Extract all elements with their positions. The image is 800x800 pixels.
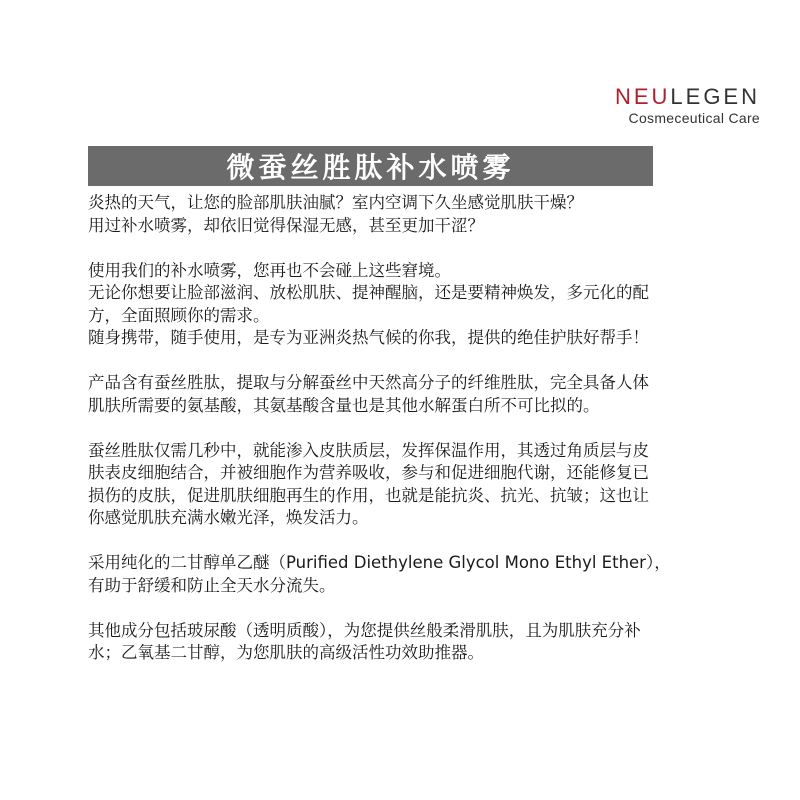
brand-name (615, 86, 760, 108)
paragraph (88, 260, 758, 350)
text-line: 你感觉肌肤充满水嫩光泽，焕发活力。 (88, 508, 369, 527)
text-line: 水；乙氧基二甘醇，为您肌肤的高级活性功效助推器。 (88, 643, 484, 662)
title-banner (88, 146, 653, 186)
text-line: 肤表皮细胞结合，并被细胞作为营养吸收，参与和促进细胞代谢，还能修复已 (88, 463, 649, 482)
brand-name-part1: NEU (614, 84, 671, 109)
brand-name-part2: LEGEN (670, 84, 760, 109)
brand-logo (615, 86, 760, 126)
text-line: 使用我们的补水喷雾，您再也不会碰上这些窘境。 (88, 260, 451, 280)
paragraph (88, 440, 758, 530)
text-line: 有助于舒缓和防止全天水分流失。 (88, 575, 336, 595)
brand-tagline: Cosmeceutical Care (628, 110, 760, 126)
text-line: 蚕丝胜肽仅需几秒中，就能渗入皮肤质层，发挥保温作用，其透过角质层与皮 (88, 440, 649, 460)
text-line: 采用纯化的二甘醇单乙醚（Purified Diethylene Glycol Mono Ethyl Ether）， (88, 553, 671, 572)
text-line: 无论你想要让脸部滋润、放松肌肤、提神醒脑，还是要精神焕发，多元化的配 (88, 283, 649, 302)
paragraph (88, 192, 758, 237)
text-line: 其他成分包括玻尿酸（透明质酸），为您提供丝般柔滑肌肤，且为肌肤充分补 (88, 620, 641, 640)
text-line: 损伤的皮肤，促进肌肤细胞再生的作用，也就是能抗炎、抗光、抗皱；这也让 (88, 485, 649, 505)
paragraph (88, 372, 758, 417)
page-title: 微蚕丝胜肽补水喷雾 (226, 151, 515, 184)
product-description (88, 192, 758, 687)
text-line: 随身携带，随手使用，是专为亚洲炎热气候的你我，提供的绝佳护肤好帮手！ (88, 328, 649, 347)
paragraph (88, 620, 758, 665)
paragraph (88, 552, 758, 597)
text-line: 用过补水喷雾，却依旧觉得保湿无感，甚至更加干涩？ (88, 215, 484, 235)
text-line: 产品含有蚕丝胜肽，提取与分解蚕丝中天然高分子的纤维胜肽，完全具备人体 (88, 373, 649, 392)
text-line: 方，全面照顾你的需求。 (88, 305, 270, 325)
text-line: 炎热的天气，让您的脸部肌肤油腻？室内空调下久坐感觉肌肤干燥？ (88, 193, 583, 212)
text-line: 肌肤所需要的氨基酸，其氨基酸含量也是其他水解蛋白所不可比拟的。 (88, 395, 600, 415)
